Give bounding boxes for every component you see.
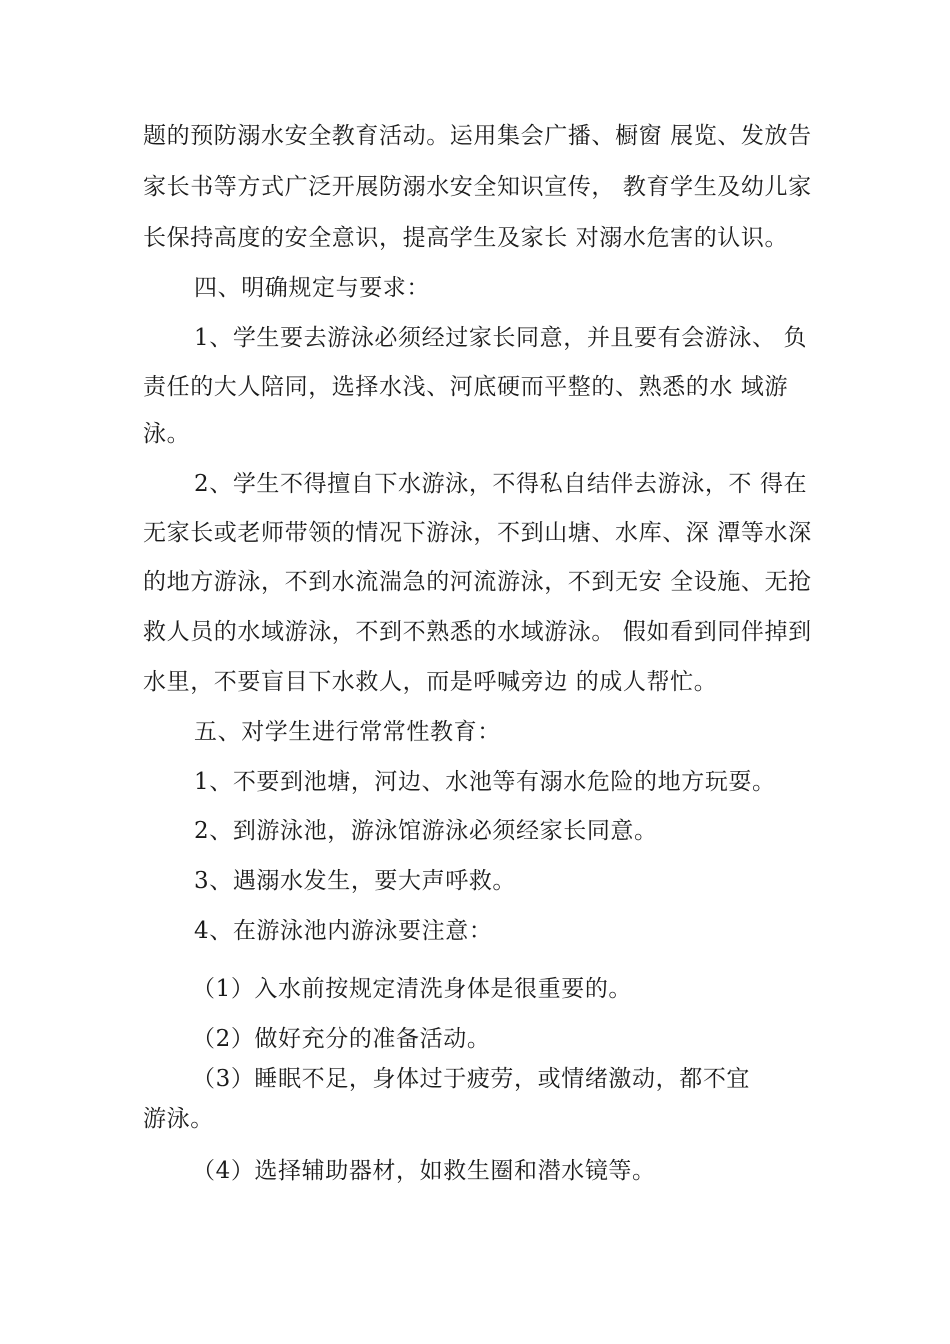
paragraph-line: 救人员的水域游泳，不到不熟悉的水域游泳。 假如看到同伴掉到 [143,619,812,645]
paragraph-line: 题的预防溺水安全教育活动。运用集会广播、橱窗 展览、发放告 [143,123,812,149]
paragraph-line: 无家长或老师带领的情况下游泳，不到山塘、水库、深 潭等水深 [143,520,812,546]
sub-list-item: （1）入水前按规定清洗身体是很重要的。 [192,976,633,1002]
sub-list-item: （2）做好充分的准备活动。 [192,1026,491,1052]
paragraph-line: 家长书等方式广泛开展防溺水安全知识宣传， 教育学生及幼儿家 [143,174,812,200]
paragraph-line: 泳。 [143,421,191,447]
list-item: 2、到游泳池，游泳馆游泳必须经家长同意。 [194,818,658,844]
paragraph-line: 2、学生不得擅自下水游泳，不得私自结伴去游泳，不 得在 [194,471,808,497]
paragraph-line: 游泳。 [143,1106,214,1132]
paragraph-line: 长保持高度的安全意识，提高学生及家长 对溺水危害的认识。 [143,225,789,251]
sub-list-item: （4）选择辅助器材，如救生圈和潜水镜等。 [192,1158,656,1184]
list-item: 4、在游泳池内游泳要注意： [194,918,493,944]
sub-list-item: （3）睡眠不足，身体过于疲劳，或情绪激动，都不宜 [192,1066,751,1092]
section-heading: 四、明确规定与要求： [194,275,430,301]
section-heading: 五、对学生进行常常性教育： [194,719,501,745]
list-item: 3、遇溺水发生，要大声呼救。 [194,868,517,894]
paragraph-line: 的地方游泳，不到水流湍急的河流游泳，不到无安 全设施、无抢 [143,569,812,595]
paragraph-line: 责任的大人陪同，选择水浅、河底硬而平整的、熟悉的水 域游 [143,374,789,400]
list-item: 1、不要到池塘，河边、水池等有溺水危险的地方玩耍。 [194,769,776,795]
paragraph-line: 1、学生要去游泳必须经过家长同意，并且要有会游泳、 负 [194,325,808,351]
paragraph-line: 水里，不要盲目下水救人，而是呼喊旁边 的成人帮忙。 [143,669,718,695]
